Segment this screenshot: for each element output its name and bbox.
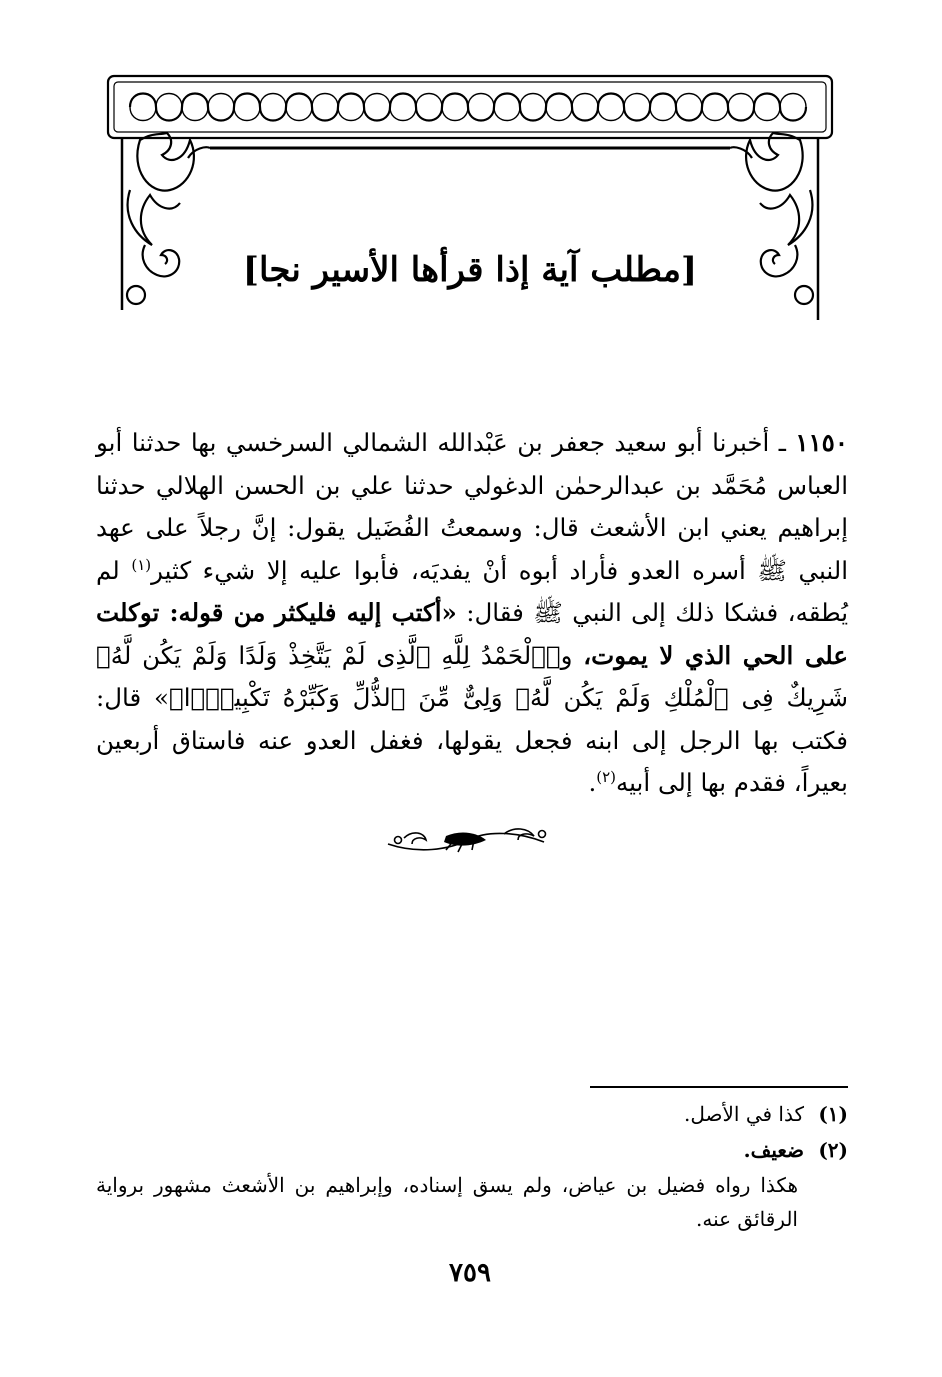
- text-line-9: فقدم بها إلى أبيه: [616, 768, 786, 797]
- text-line-2: حدثنا أبو العباس مُحَمَّد بن عبدالرحمٰن الدغولي حدثنا علي بن الحسن: [96, 428, 848, 500]
- footnote-separator: [590, 1086, 848, 1088]
- text-line-5b: لم يُطقه، فشكا ذلك إلى النبي ﷺ فقال:: [96, 555, 849, 627]
- footnote-1-text: كذا في الأصل.: [684, 1102, 804, 1126]
- footnote-ref-2: (٢): [596, 767, 617, 786]
- final-period: .: [588, 768, 597, 797]
- quran-verse-a: و﴿ٱلْحَمْدُ لِلَّهِ ٱلَّذِى لَمْ يَتَّخِذْ وَلَدًا: [238, 640, 573, 670]
- quote-bold-1: «أكتب إليه فليكثر: [274, 598, 457, 627]
- quran-verse-b: وَلَمْ يَكُن لَّهُۥ شَرِيكٌ فِى ٱلْمُلْكِ وَلَمْ يَكُن لَّهُۥ وَلِىٌّ مِّنَ ٱلذُّلِّ وَكَبِّرْهُ تَكْبِيرًۢا﴾» قال: فكتب: [96, 640, 848, 755]
- footnote-2-text: ضعيف.: [743, 1138, 804, 1162]
- footnote-1-number: (١): [818, 1102, 848, 1126]
- footnote-2: [96, 1132, 848, 1168]
- footnote-1: [96, 1096, 848, 1132]
- text-line-4: رجلاً على عهد النبي ﷺ أسره العدو فأراد أبوه أنْ يفديَه، فأبوا عليه إلا: [96, 513, 849, 585]
- footnote-ref-1: (١): [131, 555, 152, 574]
- footnotes: [96, 1096, 848, 1236]
- page-number: ٧٥٩: [449, 1258, 491, 1288]
- text-line-1: ـ أخبرنا أبو سعيد جعفر بن عَبْدالله الشمالي السرخسي بها: [190, 428, 786, 457]
- text-line-8: بها الرجل إلى ابنه فجعل يقولها، فغفل العدو عنه فاستاق أربعين بعيراً،: [96, 725, 848, 797]
- footnote-2-number: (٢): [818, 1138, 848, 1162]
- quote-bold-2: من قوله: توكلت على الحي الذي لا يموت،: [96, 598, 848, 670]
- text-line-3: الهلالي حدثنا إبراهيم يعني ابن الأشعث قال: وسمعتُ الفُضَيل يقول: إنَّ: [96, 470, 849, 542]
- hadith-number: ١١٥٠: [795, 428, 848, 457]
- text-line-5a: شيء كثير: [151, 555, 256, 585]
- chapter-title: [مطلب آية إذا قرأها الأسير نجا]: [242, 250, 698, 290]
- divider-flourish-icon: [384, 820, 554, 860]
- hadith-text: [96, 422, 848, 805]
- footnote-2-detail: هكذا رواه فضيل بن عياض، ولم يسق إسناده، وإبراهيم بن الأشعث مشهور برواية الرقائق عنه.: [96, 1173, 798, 1231]
